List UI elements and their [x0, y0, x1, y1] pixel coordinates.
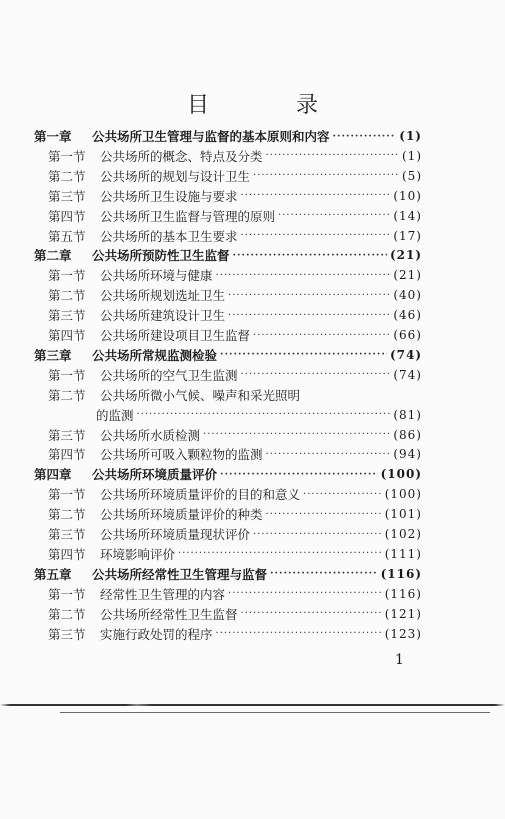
toc-section-row: [48, 624, 422, 644]
section-title: 公共场所水质检测: [100, 427, 201, 443]
chapter-title: 公共场所预防性卫生监督: [92, 248, 230, 264]
leader-dots: [228, 310, 390, 321]
leader-dots: [228, 588, 382, 599]
section-number: 第三节: [48, 308, 86, 324]
section-number: 第一节: [48, 268, 86, 284]
toc-section-row: [48, 584, 422, 604]
toc-section-row: [48, 206, 422, 226]
toc-section-row: [48, 305, 422, 325]
toc-section-row: [48, 484, 422, 504]
section-title: 公共场所卫生监督与管理的原则: [100, 208, 276, 224]
page-ref: (46): [393, 308, 422, 323]
chapter-title: 公共场所卫生管理与监督的基本原则和内容: [92, 129, 330, 144]
page-ref: (94): [393, 447, 422, 462]
page-ref: (21): [393, 268, 422, 283]
toc-section-row: [48, 504, 422, 524]
section-title: 公共场所环境与健康: [100, 268, 213, 284]
section-title: 的监测: [96, 407, 134, 423]
leader-dots: [220, 469, 378, 480]
page-ref: (17): [393, 228, 422, 243]
leader-dots: [137, 409, 391, 420]
leader-dots: [241, 230, 391, 241]
section-number: 第二节: [48, 168, 86, 184]
toc-chapter-row: [34, 564, 422, 584]
page-ref: (123): [384, 626, 422, 641]
section-title: 公共场所微小气候、噪声和采光照明: [100, 387, 301, 403]
section-number: 第五节: [48, 228, 86, 244]
section-title: 实施行政处罚的程序: [100, 626, 213, 642]
leader-dots: [266, 509, 382, 520]
section-number: 第三节: [48, 427, 86, 443]
leader-dots: [253, 170, 399, 181]
leader-dots: [303, 489, 382, 500]
leader-dots: [178, 548, 382, 559]
leader-dots: [228, 290, 390, 301]
leader-dots: [220, 349, 387, 360]
toc-section-row: [48, 425, 422, 445]
toc-section-row: [48, 166, 422, 186]
page-ref: (81): [393, 407, 422, 422]
toc-section-row: [48, 365, 422, 385]
section-title: 公共场所的基本卫生要求: [100, 228, 238, 244]
leader-dots: [233, 250, 387, 261]
section-number: 第四节: [48, 546, 86, 562]
page-ref: (86): [393, 427, 422, 442]
section-number: 第三节: [48, 527, 86, 542]
section-title: 公共场所的规划与设计卫生: [100, 168, 251, 184]
section-title: 公共场所的空气卫生监测: [100, 367, 238, 383]
scan-rule-line-secondary: [60, 712, 490, 713]
toc-chapter-row: [34, 126, 422, 146]
toc-section-row: [48, 604, 422, 624]
leader-dots: [203, 429, 390, 440]
leader-dots: [216, 270, 391, 281]
section-number: 第二节: [48, 606, 86, 622]
chapter-title: 公共场所环境质量评价: [92, 467, 218, 483]
section-title: 公共场所环境质量评价的目的和意义: [100, 487, 301, 503]
chapter-number: 第一章: [34, 129, 72, 144]
page-ref: (100): [380, 467, 422, 482]
toc-section-row: [48, 325, 422, 345]
section-number: 第三节: [48, 626, 86, 642]
page-ref: (74): [389, 347, 422, 362]
section-title: 公共场所环境质量评价的种类: [100, 507, 263, 523]
leader-dots: [241, 190, 391, 201]
leader-dots: [333, 131, 397, 142]
toc-section-row: [48, 186, 422, 206]
section-number: 第二节: [48, 288, 86, 304]
page-ref: (10): [393, 188, 422, 203]
section-number: 第一节: [48, 487, 86, 503]
leader-dots: [270, 568, 378, 579]
toc-chapter-row: [34, 464, 422, 484]
page-ref: (100): [384, 487, 422, 502]
section-number: 第三节: [48, 188, 86, 204]
toc-chapter-row: [34, 345, 422, 365]
section-title: 环境影响评价: [100, 546, 176, 562]
toc-chapter-row: [34, 245, 422, 265]
section-number: 第四节: [48, 447, 86, 463]
section-title: 公共场所规划选址卫生: [100, 288, 226, 304]
chapter-number: 第四章: [34, 467, 72, 483]
page-ref: (111): [384, 546, 422, 561]
chapter-number: 第五章: [34, 566, 72, 582]
page-ref: (5): [402, 168, 422, 183]
section-number: 第二节: [48, 387, 86, 403]
leader-dots: [278, 210, 390, 221]
section-number: 第四节: [48, 328, 86, 343]
leader-dots: [241, 608, 382, 619]
toc-section-row: [48, 285, 422, 305]
page-ref: (101): [384, 507, 422, 522]
toc-title: 目 录: [187, 93, 358, 118]
section-title: 公共场所可吸入颗粒物的监测: [100, 447, 263, 463]
toc-section-row: [48, 544, 422, 564]
page-ref: (14): [393, 208, 422, 223]
page-ref: (116): [380, 566, 422, 581]
page-ref: (66): [393, 328, 422, 342]
toc-section-row: [48, 265, 422, 285]
section-number: 第二节: [48, 507, 86, 523]
leader-dots: [266, 150, 399, 161]
leader-dots: [253, 330, 390, 341]
section-title: 公共场所建筑设计卫生: [100, 308, 226, 324]
page-ref: (21): [389, 248, 422, 263]
page-number: 1: [395, 652, 404, 668]
toc-section-row: [48, 444, 422, 464]
page-ref: (74): [393, 367, 422, 382]
toc-section-row: [48, 226, 422, 246]
section-number: 第四节: [48, 208, 86, 224]
leader-dots: [216, 628, 382, 639]
toc-section-row: [96, 405, 422, 425]
page-ref: (102): [384, 527, 422, 541]
toc-section-row: [48, 146, 422, 166]
section-title: 公共场所建设项目卫生监督: [100, 328, 251, 343]
page-ref: (1): [402, 148, 422, 163]
leader-dots: [253, 529, 382, 540]
chapter-number: 第三章: [34, 347, 72, 363]
section-number: 第一节: [48, 586, 86, 602]
section-number: 第一节: [48, 367, 86, 383]
chapter-title: 公共场所常规监测检验: [92, 347, 218, 363]
scan-rule-line: [0, 704, 505, 706]
page-ref: (40): [393, 288, 422, 303]
chapter-title: 公共场所经常性卫生管理与监督: [92, 566, 268, 582]
page-ref: (121): [384, 606, 422, 621]
section-title: 公共场所的概念、特点及分类: [100, 148, 263, 164]
leader-dots: [266, 449, 391, 460]
toc-section-row: [48, 524, 422, 544]
section-number: 第一节: [48, 148, 86, 164]
section-title: 公共场所卫生设施与要求: [100, 188, 238, 204]
page-ref: (116): [384, 586, 422, 601]
leader-dots: [241, 369, 391, 380]
section-title: 公共场所经常性卫生监督: [100, 606, 238, 622]
chapter-number: 第二章: [34, 248, 72, 264]
section-title: 经常性卫生管理的内容: [100, 586, 226, 602]
toc-section-row: [48, 385, 422, 405]
page-ref: (1): [399, 129, 422, 143]
section-title: 公共场所环境质量现状评价: [100, 527, 251, 542]
